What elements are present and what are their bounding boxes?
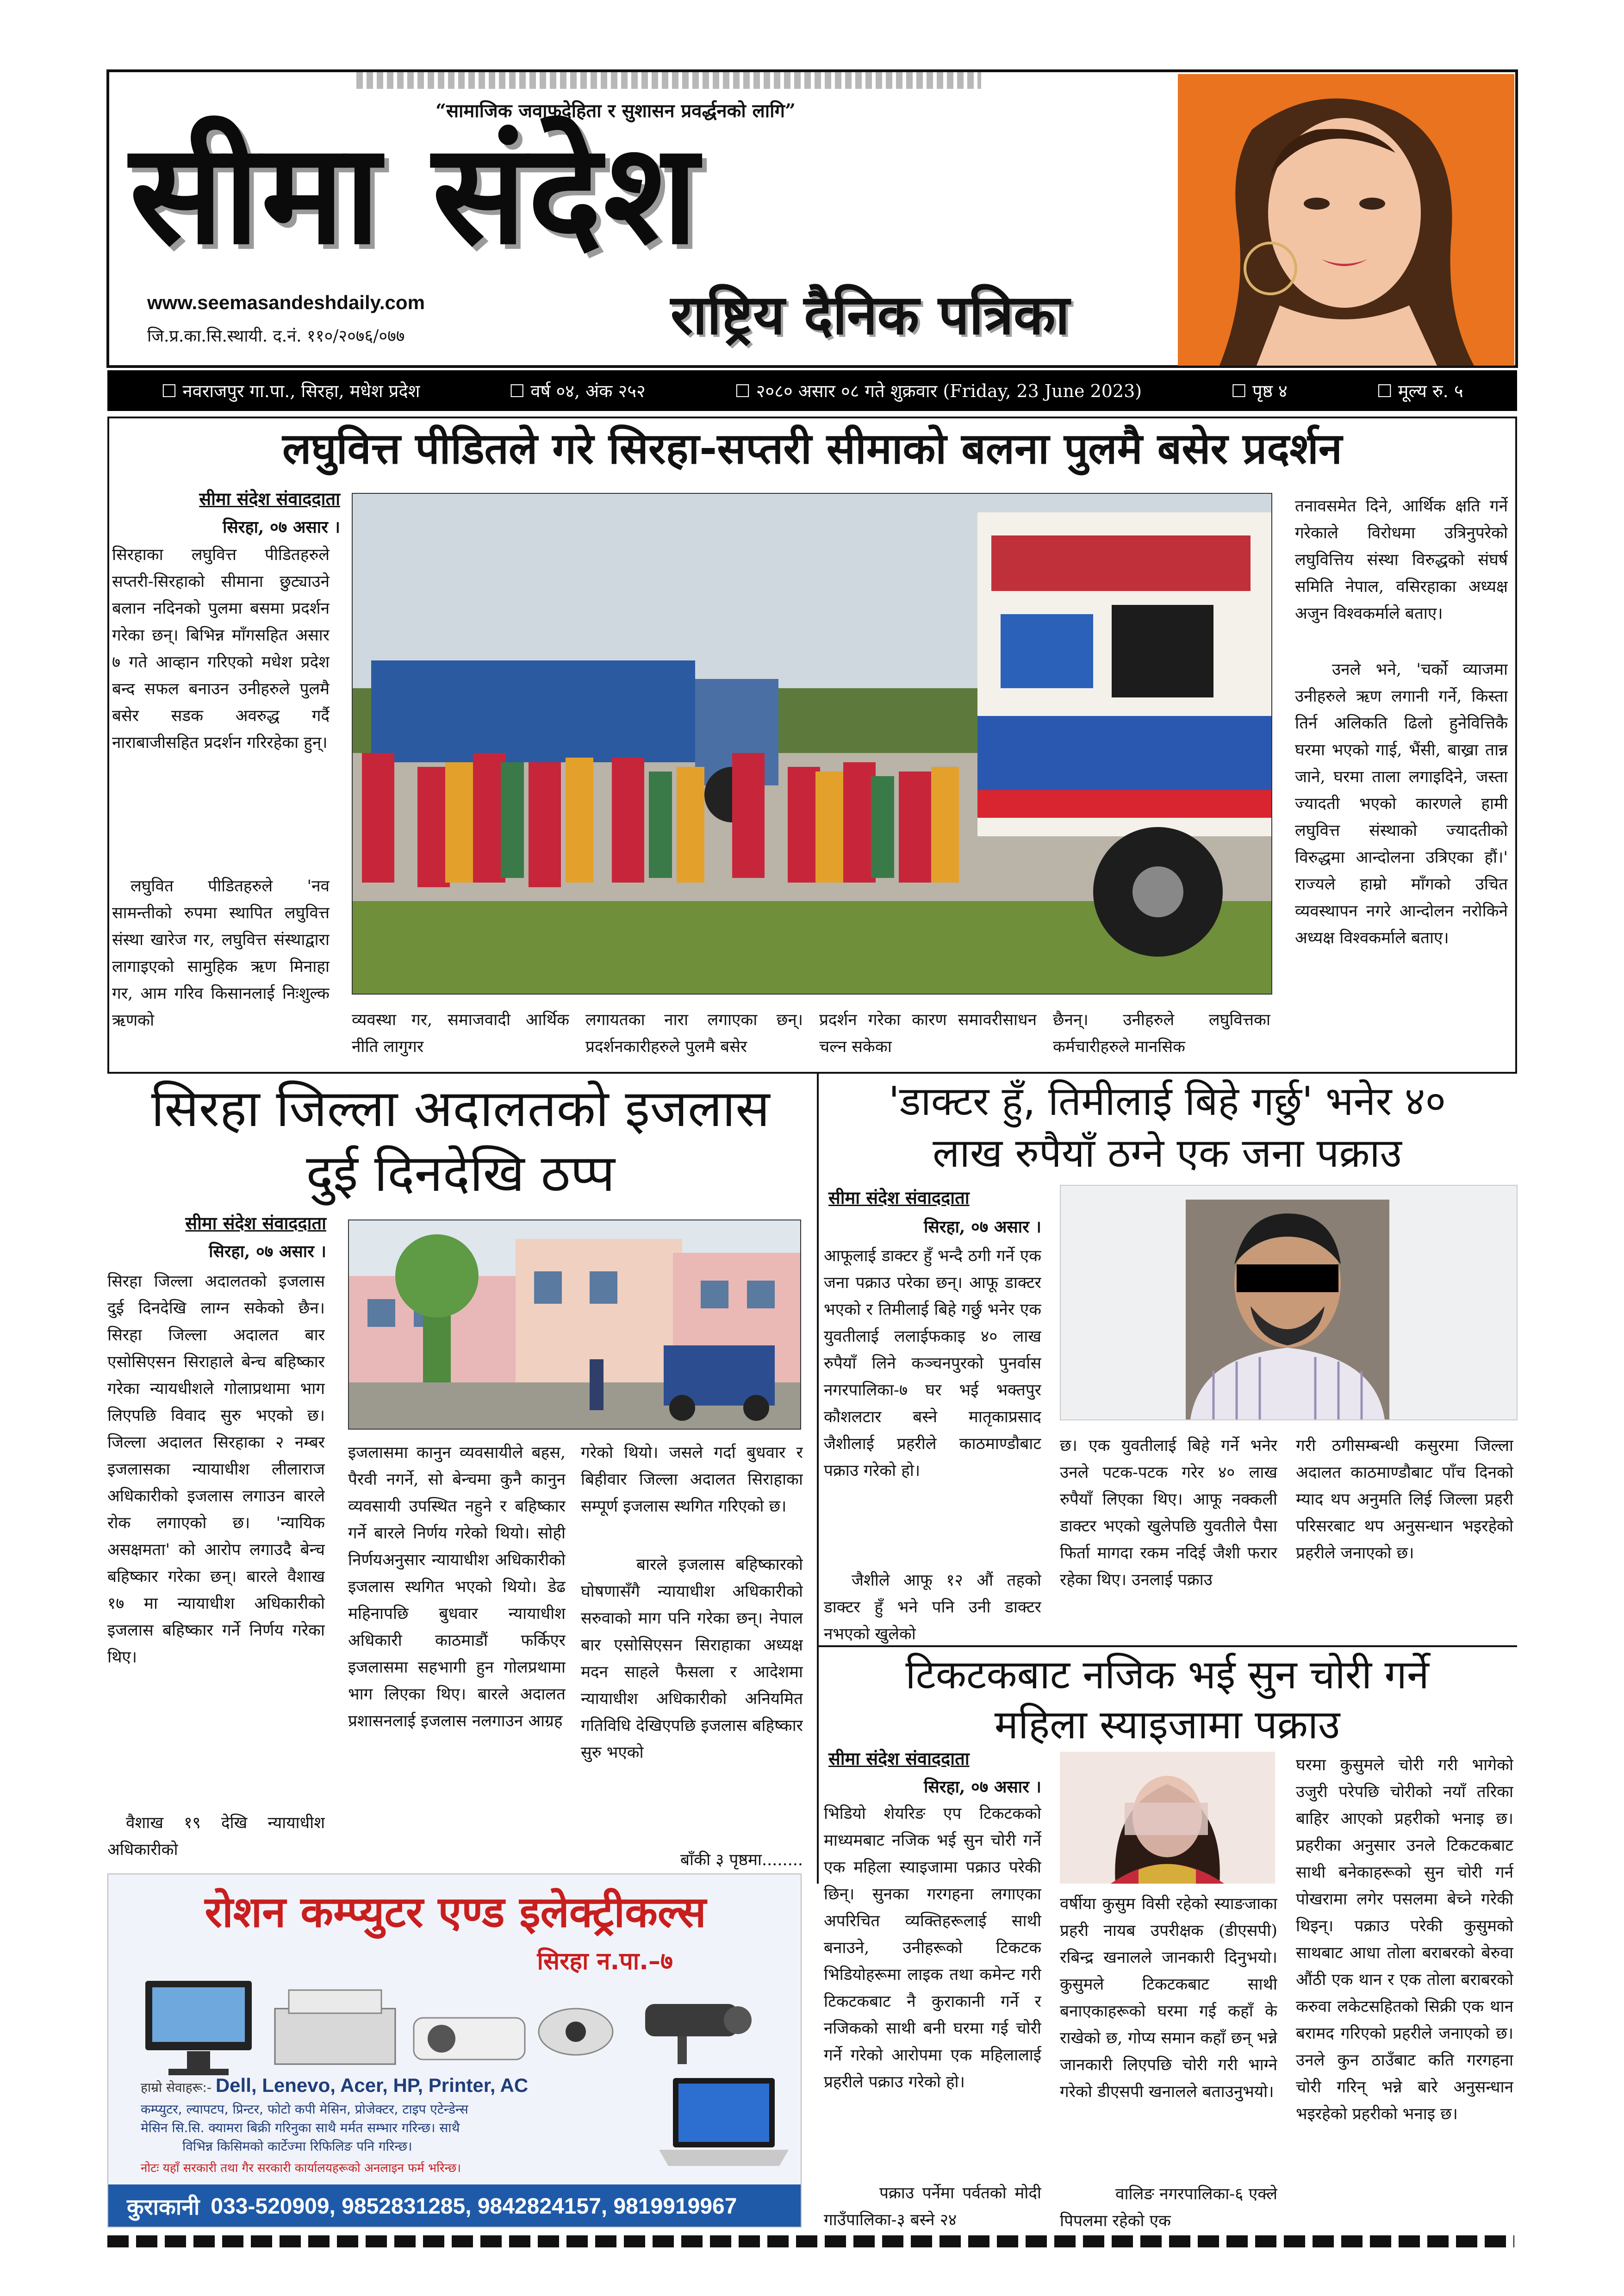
- article3-col1b: जैशीले आफू १२ औं तहको डाक्टर हुँ भने पनि उनी डाक्टर नभएको खुलेको: [824, 1571, 1041, 1643]
- ad-brands: Dell, Lenevo, Acer, HP, Printer, AC: [215, 2074, 529, 2096]
- ad-cctv-dome-icon: [539, 2009, 613, 2055]
- masthead-tagline: “सामाजिक जवाफदेहिता र सुशासन प्रवर्द्धनको लागि”: [435, 100, 796, 122]
- article2-divider: [817, 1074, 819, 1884]
- ad-contact-bar: [108, 2184, 802, 2228]
- masthead-registration: जि.प्र.का.सि.स्थायी. द.नं. ११०/२०७६/०७७: [147, 327, 405, 346]
- article1-dateline: सिरहा, ०७ असार ।: [223, 517, 340, 537]
- article4-suspect-photo: [1060, 1752, 1275, 1884]
- ad-printer-icon: [275, 1990, 395, 2064]
- issue-info-bar: [107, 370, 1517, 411]
- article2-col2: इजलासमा कानुन व्यवसायीले बहस, पैरवी नगर्ने, सो बेन्चमा कुनै कानुन व्यवसायी उपस्थित नहुने र बहिष्कार गर्ने बारले निर्णय गरेको थियो। सोही निर्णयअनुसार न्यायाधीश अधिकारीको इजलास स्थगित भएको थियो। डेढ महिनापछि बुधवार न्यायाधीश अधिकारी काठमाडौं फर्किएर इजलासमा सहभागी हुन गोलप्रथामा भाग लिएका थिए। बारले अदालत प्रशासनलाई इजलास नलगाउन आग्रह: [348, 1444, 566, 1730]
- article2-col3: गरेको थियो। जसले गर्दा बुधवार र बिहीवार जिल्ला अदालत सिराहाका सम्पूर्ण इजलास स्थगित गरिएको छ।: [581, 1444, 803, 1516]
- info-location: ☐ नवराजपुर गा.पा., सिरहा, मधेश प्रदेश: [161, 381, 420, 401]
- article3-col3: गरी ठगीसम्बन्धी कसुरमा जिल्ला अदालत काठमाण्डौबाट पाँच दिनको म्याद थप अनुमति लिई जिल्ला प्रहरी परिसरबाट थप अनुसन्धान भइरहेको प्रहरीले जनाएको छ।: [1296, 1437, 1513, 1562]
- ad-title: रोशन कम्प्युटर एण्ड इलेक्ट्रीकल्स: [205, 1887, 706, 1937]
- article1-bottom-col4: छैनन्। उनीहरुले लघुवित्तका कर्मचारीहरुले मानसिक: [1053, 1011, 1270, 1056]
- info-date: ☐ २०८० असार ०८ गते शुक्रवार (Friday, 23 June 2023): [734, 381, 1142, 401]
- ad-location: सिरहा न.पा.–७: [537, 1948, 673, 1975]
- article2-headline-line1: सिरहा जिल्ला अदालतको इजलास: [151, 1079, 770, 1138]
- article3-col2: छ। एक युवतीलाई बिहे गर्ने भनेर उनले पटक-पटक गरेर ४० लाख रुपैयाँ लिएका थिए। आफू नक्कली डाक्टर भएको खुलेपछि युवतीले पैसा फिर्ता मागदा रकम नदिई जैशी फरार रहेका थिए। उनलाई पक्राउ: [1060, 1437, 1277, 1589]
- article3-headline-line2: लाख रुपैयाँ ठग्ने एक जना पक्राउ: [933, 1130, 1402, 1176]
- ad-cctv-bullet-icon: [645, 2004, 752, 2064]
- article1-col4: तनावसमेत दिने, आर्थिक क्षति गर्ने गरेकाले विरोधमा उत्रिनुपरेको लघुवित्तिय संस्था विरुद्धको संघर्ष समिति नेपाल, वसिरहाका अध्यक्ष अजुन विश्वकर्माले बताए।: [1295, 497, 1508, 623]
- article3-suspect-photo: [1060, 1185, 1518, 1420]
- masthead-title: सीमा संदेश: [130, 113, 700, 275]
- article4-byline: सीमा संदेश संवाददाता: [828, 1748, 970, 1769]
- article2-col1: सिरहा जिल्ला अदालतको इजलास दुई दिनदेखि लाग्न सकेको छैन। सिरहा जिल्ला अदालत बार एसोसिएसन सिराहाले बेन्च बहिष्कार गरेका न्यायधीशले गोलाप्रथामा भाग लिएपछि विवाद सुरु भएको छ। जिल्ला अदालत सिरहाका २ नम्बर इजलासका न्यायाधीश लीलाराज अधिकारीको इजलास लगाउन बारले रोक लगाएको छ। 'न्यायिक असक्षमता' को आरोप लगाउदै बेन्च बहिष्कार गरेका छन्। बारले वैशाख १७ मा न्यायाधीश अधिकारीको इजलास बहिष्कार गर्ने निर्णय गरेका थिए।: [107, 1272, 325, 1667]
- ad-note: नोटः यहाँ सरकारी तथा गैर सरकारी कार्यालयहरूको अनलाइन फर्म भरिन्छ।: [141, 2161, 461, 2175]
- protest-scene-illustration: [353, 494, 1271, 994]
- article2-col3b: बारले इजलास बहिष्कारको घोषणासँगै न्यायाधीश अधिकारीको सरुवाको माग पनि गरेका छन्। नेपाल बार एसोसिएसन सिराहाका अध्यक्ष मदन साहले फैसला र आदेशमा न्यायाधीश अधिकारीको अनियमित गतिविधि देखिएपछि इजलास बहिष्कार सुरु भएको: [581, 1556, 803, 1762]
- article4-headline-line2: महिला स्याइजामा पक्राउ: [994, 1702, 1340, 1748]
- info-volume: ☐ वर्ष ०४, अंक २५२: [509, 381, 646, 401]
- article2-byline: सीमा संदेश संवाददाता: [185, 1213, 326, 1233]
- article1-col1b: लघुवित पीडितहरुले 'नव सामन्तीको रुपमा स्थापित लघुवित्त संस्था खारेज गर, लघुवित्त संस्थाद्वारा लागाइएको सामुहिक ऋण मिनाहा गर, आम गरिव किसानलाई निःशुल्क ऋणको: [112, 877, 330, 1030]
- masthead-portrait-photo: [1178, 74, 1514, 366]
- article1-col4b: उनले भने, 'चर्को व्याजमा उनीहरुले ऋण लगानी गर्ने, किस्ता तिर्न अलिकति ढिलो हुनेवित्तिकै घरमा भएको गाई, भैंसी, बाख्रा तान्न जाने, घरमा ताला लगाइदिने, जस्ता ज्यादती भएको कारणले हामी लघुवित्त संस्थाको ज्यादतीको विरुद्धमा आन्दोलना उत्रिएका हौं।' राज्यले हाम्रो माँगको उचित व्यवस्थापन नगरे आन्दोलन नरोकिने अध्यक्ष विश्वकर्माले बताए।: [1295, 660, 1508, 947]
- article2-court-photo: [348, 1220, 801, 1430]
- court-building-illustration: [349, 1220, 800, 1429]
- ad-projector-icon: [414, 2018, 525, 2060]
- article1-col1: सिरहाका लघुवित्त पीडितहरुले सप्तरी-सिरहाको सीमाना छुट्याउने बलान नदिनको पुलमा बसमा प्रदर्शन गरेका छन्। बिभिन्न माँगसहित असार ७ गते आव्हान गरिएको मधेश प्रदेश बन्द सफल बनाउन उनीहरुले पुलमै बसेर सडक अवरुद्ध गर्दै नाराबाजीसहित प्रदर्शन गरिरहेका हुन्।: [112, 546, 330, 752]
- info-price: ☐ मूल्य रु. ५: [1376, 381, 1463, 401]
- masthead-website[interactable]: www.seemasandeshdaily.com: [147, 292, 425, 313]
- advertisement-box[interactable]: [107, 1873, 802, 2228]
- article4-col2: वर्षीया कुसुम विसी रहेको स्याङजाका प्रहरी नायब उपरीक्षक (डीएसपी) रबिन्द्र खनालले जानकारी दिनुभयो। कुसुमले टिकटकबाट साथी बनाएकाहरूको घरमा गई कहाँ के राखेको छ, गोप्य समान कहाँ छन् भन्ने जानकारी लिएपछि चोरी गरी भाग्ने गरेको डीएसपी खनालले बताउनुभयो।: [1060, 1895, 1277, 2101]
- article4-col2b: वालिङ नगरपालिका-६ एक्ले पिपलमा रहेको एक: [1060, 2185, 1277, 2230]
- woman-illustration: [1060, 1752, 1275, 1884]
- ad-desc-line2: मेसिन सि.सि. क्यामरा बिक्री गरिनुका साथै मर्मत सम्भार गरिन्छ। साथै: [141, 2120, 460, 2135]
- article1-bottom-col3: प्रदर्शन गरेका कारण समावरीसाधन चल्न सकेका: [819, 1011, 1037, 1056]
- ad-desc-line1: कम्प्युटर, ल्यापटप, प्रिन्टर, फोटो कपी मेसिन, प्रोजेक्टर, टाइप एटेन्डेन्स: [141, 2102, 468, 2117]
- article4-dateline: सिरहा, ०७ असार ।: [924, 1777, 1041, 1797]
- article1-headline: लघुवित्त पीडितले गरे सिरहा-सप्तरी सीमाको बलना पुलमै बसेर प्रदर्शन: [282, 424, 1342, 473]
- masthead-subtitle: राष्ट्रिय दैनिक पत्रिका: [670, 283, 1070, 347]
- article4-col1: भिडियो शेयरिङ एप टिकटकको माध्यमबाट नजिक भई सुन चोरी गर्ने एक महिला स्याइजामा पक्राउ परेकी छिन्। सुनका गरगहना लगाएका अपरिचित व्यक्तिहरूलाई साथी बनाउने, उनीहरूको टिकटक भिडियोहरूमा लाइक तथा कमेन्ट गरी टिकटकबाट नै कुराकानी गर्ने र नजिकको साथी बनी घरमा गई चोरी गर्ने गरेको आरोपमा एक महिलालाई प्रहरीले पक्राउ गरेको हो।: [824, 1804, 1041, 2091]
- info-page: ☐ पृष्ठ ४: [1231, 381, 1288, 401]
- article1-byline: सीमा संदेश संवाददाता: [199, 488, 340, 509]
- ad-monitor-icon: [145, 1981, 252, 2075]
- article1-protest-photo: [352, 493, 1272, 995]
- article1-bottom-col1: व्यवस्था गर, समाजवादी आर्थिक नीति लागुगर: [352, 1011, 569, 1056]
- article1-bottom-col2: लगायतका नारा लगाएका छन्। प्रदर्शनकारीहरुले पुलमै बसेर: [585, 1011, 803, 1056]
- article2-headline-line2: दुई दिनदेखि ठप्प: [306, 1144, 615, 1203]
- article3-dateline: सिरहा, ०७ असार ।: [924, 1217, 1041, 1237]
- ad-desc-line3: विभिन्न किसिमको कार्टेज्मा रिफिलिङ पनि गरिन्छ।: [182, 2139, 412, 2154]
- article3-byline: सीमा संदेश संवाददाता: [828, 1187, 970, 1208]
- article4-top-rule: [817, 1645, 1517, 1647]
- ad-services-label: हाम्रो सेवाहरू:- Dell, Lenevo, Acer, HP, Printer, AC: [141, 2074, 529, 2096]
- article2-col1b: वैशाख १९ देखि न्यायाधीश अधिकारीको: [107, 1814, 325, 1859]
- article3-headline-line1: 'डाक्टर हुँ, तिमीलाई बिहे गर्छु' भनेर ४०: [888, 1078, 1446, 1125]
- article4-col3: घरमा कुसुमले चोरी गरी भागेको उजुरी परेपछि चोरीको नयाँ तरिका बाहिर आएको प्रहरीको भनाइ छ। प्रहरीका अनुसार उनले टिकटकबाट साथी बनेकाहरूको सुन चोरी गर्न पोखरामा लगेर पसलमा बेच्ने गरेकी थिइन्। पक्राउ परेकी कुसुमको साथबाट आधा तोला बराबरको बेरुवा औंठी एक थान र एक तोला बराबरको करुवा लकेटसहितको सिक्री एक थान बरामद गरिएको प्रहरीले जनाएको छ। उनले कुन ठाउँबाट कति गरगहना चोरी गरिन् भन्ने बारे अनुसन्धान भइरहेको प्रहरीको भनाइ छ।: [1296, 1756, 1513, 2123]
- article2-dateline: सिरहा, ०७ असार ।: [209, 1242, 326, 1261]
- masthead-top-ornament: [356, 72, 981, 89]
- article3-col1: आफूलाई डाक्टर हुँ भन्दै ठगी गर्ने एक जना पक्राउ परेका छन्। आफू डाक्टर भएको र तिमीलाई बिहे गर्छु भनेर एक युवतीलाई ललाईफकाइ ४० लाख रुपैयाँ लिने कञ्चनपुरको पुनर्वास नगरपालिका-७ घर भई भक्तपुर कौशलटार बस्ने मातृकाप्रसाद जैशीलाई प्रहरीले काठमाण्डौबाट पक्राउ गरेको हो।: [824, 1247, 1041, 1480]
- page-bottom-dashed-border: [107, 2235, 1514, 2247]
- ad-laptop-icon: [654, 2073, 793, 2180]
- ad-contact-label: कुराकानी: [127, 2194, 200, 2220]
- article4-headline-line1: टिकटकबाट नजिक भई सुन चोरी गर्ने: [905, 1652, 1429, 1698]
- article2-continued[interactable]: बाँकी ३ पृष्ठमा........: [680, 1851, 803, 1869]
- ad-product-illustrations: [108, 1967, 802, 2087]
- ad-contact-numbers[interactable]: 033-520909, 9852831285, 9842824157, 9819919967: [211, 2194, 737, 2219]
- suspect-illustration: [1061, 1186, 1517, 1419]
- portrait-illustration: [1178, 74, 1514, 366]
- article4-col1b: पक्राउ पर्नेमा पर्वतको मोदी गाउँपालिका-३ बस्ने २४: [824, 2184, 1041, 2229]
